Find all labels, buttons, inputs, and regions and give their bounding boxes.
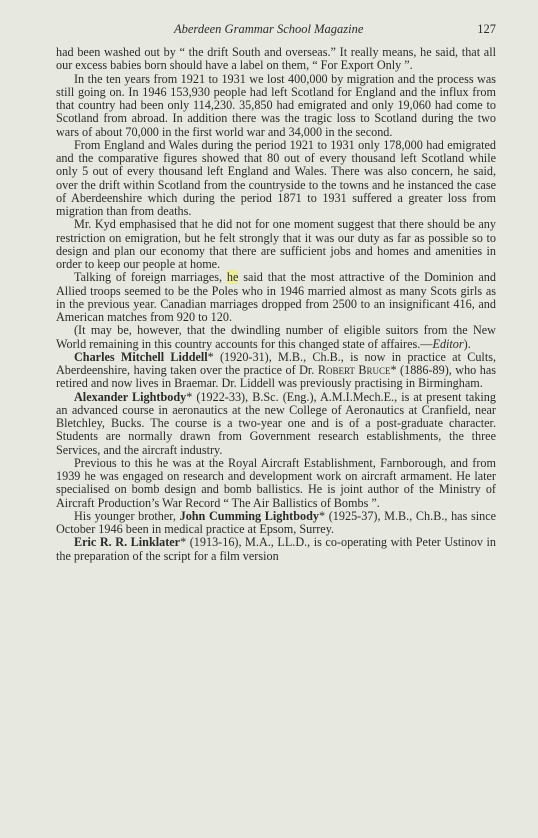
- paragraph-kyd-emphasis: Mr. Kyd emphasised that he did not for one moment suggest that there should be any restriction on emigration, but he felt strongly that it was our duty as far as possible so to design and plan our economy that there are sufficient jobs and homes and amenities in order to keep our people at home.: [56, 217, 496, 271]
- text: ).: [463, 336, 471, 351]
- paragraph-linklater: [56, 536, 496, 563]
- paragraph-lightbody: [56, 391, 496, 457]
- text: * (1920-31), M.B., Ch.B., is now in practice at Cults, Aberdeenshire, having taken over the practice of Dr.: [56, 349, 496, 377]
- page-number: 127: [477, 22, 496, 36]
- person-name: Eric R. R. Linklater: [74, 535, 181, 550]
- paragraph-england-wales: From England and Wales during the period 1921 to 1931 only 178,000 had emigrated and the comparative figures showed that 80 out of every thousand left Scotland while only 5 out of every thousand left England and Wales. There was also concern, he said, over the drift within Scotland from the countryside to the towns and he instanced the case of Aberdeenshire which during the period 1871 to 1931 suffered a greater loss from migration than from deaths.: [56, 137, 496, 218]
- editor-label: Editor: [432, 336, 464, 351]
- article-body: [56, 46, 496, 563]
- text: * (1913-16), M.A., LL.D., is co-operating with Peter Ustinov in the preparation of the script for a film version: [56, 535, 496, 563]
- paragraph-lightbody-previous: Previous to this he was at the Royal Aircraft Establishment, Farnborough, and from 1939 he was engaged on research and development work on aircraft armament. He later specialised on bomb design and bomb ballistics. He is joint author of the Ministry of Aircraft Production’s War Record “ The Air Ballistics of Bombs ”.: [56, 455, 496, 510]
- running-header: [174, 22, 496, 37]
- text: said that the most attractive of the Dominion and Allied troops seemed to be the Poles who in 1946 married almost as many Scots girls as in the previous year. Canadian marriages dropped from 2500 to an insignificant 416, and American matches from 920 to 120.: [56, 270, 496, 324]
- text: (It may be, however, that the dwindling number of eligible suitors from the New World remaining in this country accounts for this changed state of affaires.—: [56, 323, 496, 351]
- paragraph-liddell: [56, 351, 496, 391]
- paragraph-foreign-marriages: [56, 271, 496, 324]
- text: * (1886-89), who has retired and now lives in Braemar. Dr. Liddell was previously practising in Birmingham.: [56, 363, 496, 391]
- paragraph-editor-note: [56, 324, 496, 351]
- text: His younger brother,: [74, 508, 180, 523]
- person-name: Charles Mitchell Liddell: [74, 349, 208, 364]
- person-name: Alexander Lightbody: [74, 389, 187, 404]
- text: Talking of foreign marriages,: [74, 270, 227, 285]
- person-name: John Cumming Lightbody: [179, 508, 319, 523]
- text: * (1925-37), M.B., Ch.B., has since October 1946 been in medical practice at Epsom, Surrey.: [56, 508, 497, 536]
- running-title: Aberdeen Grammar School Magazine: [174, 22, 364, 36]
- text: * (1922-33), B.Sc. (Eng.), A.M.I.Mech.E., is at present taking an advanced course in aeronautics at the new College of Aeronautics at Cranfield, near Bletchley, Bucks. The course is a two-year one and is of a post-graduate character. Students are normally drawn from Government research establishments, the three Services, and the aircraft industry.: [56, 389, 496, 457]
- person-name-smallcaps: Robert Bruce: [317, 363, 391, 377]
- paragraph-migration-figures: In the ten years from 1921 to 1931 we lost 400,000 by migration and the process was still going on. In 1946 153,930 people had left Scotland for England and the influx from that country had been only 114,230. 35,850 had emigrated and only 19,060 had come to Scotland from abroad. In addition there was the tragic loss to Scotland during the two wars of about 70,000 in the first world war and 34,000 in the second.: [56, 71, 496, 139]
- highlighted-word: he: [226, 270, 239, 285]
- paragraph-continuation: had been washed out by “ the drift South and overseas.” It really means, he said, that all our excess babies born should have a label on them, “ For Export Only ”.: [56, 45, 496, 73]
- paragraph-lightbody-brother: [56, 510, 496, 537]
